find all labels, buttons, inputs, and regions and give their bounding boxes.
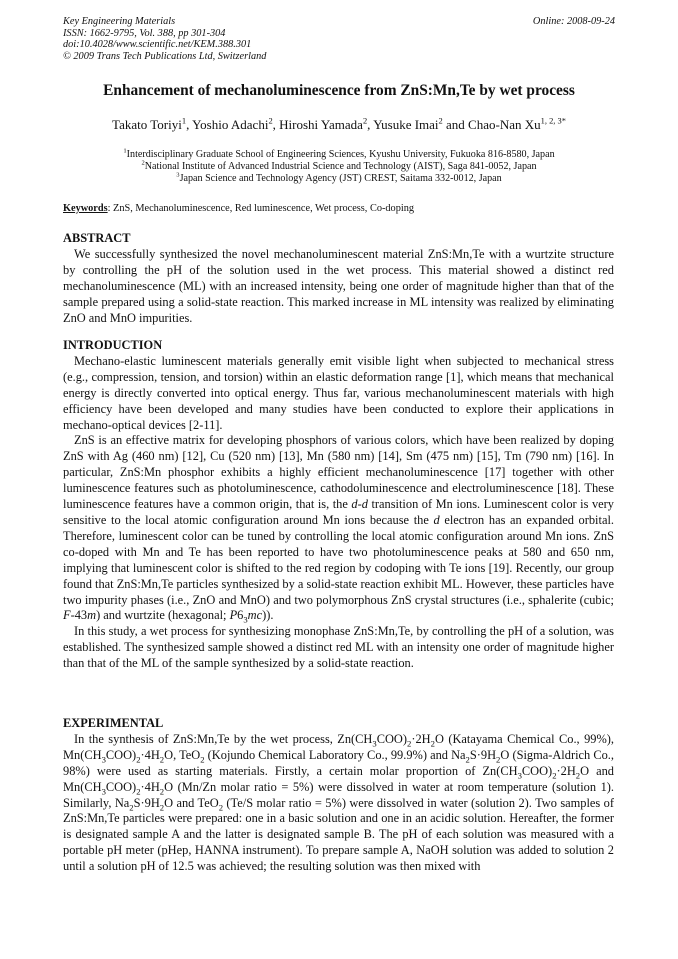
author: Hiroshi Yamada$^2$ xyxy=(279,115,368,132)
online-date: Online: 2008-09-24 xyxy=(532,16,615,27)
abstract-section xyxy=(63,231,614,326)
journal-header xyxy=(63,16,615,62)
experimental-heading: EXPERIMENTAL xyxy=(63,716,164,730)
copyright-line: © 2009 Trans Tech Publications Ltd, Switzerland xyxy=(63,50,267,62)
abstract-heading: ABSTRACT xyxy=(63,231,131,245)
keywords xyxy=(63,203,414,214)
introduction-section xyxy=(63,338,614,672)
experimental-section xyxy=(63,716,614,875)
doi-line: doi:10.4028/www.scientific.net/KEM.388.301 xyxy=(63,39,252,51)
affiliation: $^1$Interdisciplinary Graduate School of Engineering Sciences, Kyushu University, Fukuoka 816-8580, Japan xyxy=(123,147,555,160)
introduction-heading: INTRODUCTION xyxy=(63,338,163,352)
author: Yusuke Imai$^2$ xyxy=(373,115,443,132)
paragraph: In this study, a wet process for synthesizing monophase ZnS:Mn,Te, by controlling the pH of a solution, was established. The synthesized sample showed a distinct red ML with an intensity one order of magnitude higher than that of the ML of the sample synthesized by a solid-state reaction. xyxy=(63,624,614,671)
author: Yoshio Adachi$^2$ xyxy=(192,115,273,132)
paragraph: In the synthesis of ZnS:Mn,Te by the wet process, $Zn(CH_3COO)_2\cdot 2H_2O$ (Katayama Chemical Co., 99%), $Mn(CH_3COO)_2\cdot 4H_2O$, TeO$_2$ (Kojundo Chemical Laboratory Co., 99.9%) and $Na_2S\cdot 9H_2O$ (Sigma-Aldrich Co., 98%) were used as starting materials. Firstly, a certain molar proportion of $Zn(CH_3COO)_2\cdot 2H_2O$ and $Mn(CH_3COO)_2\cdot 4H_2O$ (Mn/Zn molar ratio = 5%) were dissolved in water at room temperature (solution 1). Similarly, $Na_2S\cdot 9H_2O$ and TeO$_2$ (Te/S molar ratio = 5%) were dissolved in water (solution 2). Two samples of ZnS:Mn,Te particles were prepared: one in a basic solution and one in an acidic solution. Hereafter, the former is designated sample A and the latter is designated sample B. The pH of each solution was measured with a portable pH meter (pHep, HANNA instrument). To prepare sample A, NaOH solution was added to solution 2 until a solution pH of 12.5 was achieved; the resulting solution was then mixed with xyxy=(63,731,615,874)
affiliations xyxy=(0,149,678,186)
issn-line: ISSN: 1662-9795, Vol. 388, pp 301-304 xyxy=(63,27,226,39)
author: Takato Toriyi$^1$ xyxy=(112,115,187,132)
paragraph: Mechano-elastic luminescent materials generally emit visible light when subjected to mechanical stress (e.g., compression, tension, and torsion) within an elastic deformation range [1], which means that mechanical energy is directly converted into optical energy. Thus far, various mechanoluminescent materials with high efficiency have been developed and many studies have been conducted to explore their applications in mechano-optical devices [2-11]. xyxy=(63,353,614,432)
affiliation: $^3$Japan Science and Technology Agency (JST) CREST, Saitama 332-0012, Japan xyxy=(176,172,502,185)
paper-title: Enhancement of mechanoluminescence from ZnS:Mn,Te by wet process xyxy=(103,82,575,99)
author: Chao-Nan $Xu^{1, 2, 3*}$ xyxy=(468,115,566,132)
journal-name: Key Engineering Materials xyxy=(63,16,176,27)
affiliation: $^2$National Institute of Advanced Industrial Science and Technology (AIST), Saga 841-0052, Japan xyxy=(141,159,537,173)
keywords-label: Keywords xyxy=(63,203,108,214)
paragraph: ZnS is an effective matrix for developing phosphors of various colors, which have been realized by doping ZnS with Ag (460 nm) [12], Cu (520 nm) [13], Mn (580 nm) [14], Sm (475 nm) [15], Tm (790 nm) [16]. In particular, ZnS:Mn phosphor exhibits a highly efficient mechanoluminescence [17] together with other luminescence features such as photoluminescence, cathodoluminescence and electroluminescence [18]. These luminescence features have a common origin, that is, the d-d transition of Mn ions. Luminescent color is very sensitive to the local atomic configuration around Mn ions because the d electron has an expanded orbital. Therefore, luminescent color can be tuned by controlling the local atomic configuration around Mn ions. ZnS co-doped with Mn and Te has been reported to have two photoluminescence peaks at 580 and 650 nm, implying that luminescent color is shifted to the red region by codoping with Te ions [19]. Recently, our group found that ZnS:Mn,Te particles synthesized by a solid-state reaction exhibit ML. However, these particles have two impurity phases (i.e., ZnO and MnO) and two polymorphous ZnS crystal structures (i.e., sphalerite (cubic; F-43m) and wurtzite (hexagonal; $P6_3mc$)). xyxy=(63,433,614,625)
keywords-text: : ZnS, Mechanoluminescence, Red luminescence, Wet process, Co-doping xyxy=(107,203,415,214)
author-list: Takato Toriyi$^1$, Yoshio Adachi$^2$, Hiroshi Yamada$^2$, Yusuke Imai$^2$ and Chao-Nan $Xu^{1, 2, 3*}$ xyxy=(112,115,566,132)
abstract-text: We successfully synthesized the novel mechanoluminescent material ZnS:Mn,Te with a wurtzite structure by controlling the pH of the solution used in the wet process. This material showed a distinct red mechanoluminescence (ML) with an increased intensity, being one order of magnitude higher than that of the sample prepared using a solid-state reaction. This marked increase in ML intensity was realized by eliminating ZnO and MnO impurities. xyxy=(63,246,614,325)
